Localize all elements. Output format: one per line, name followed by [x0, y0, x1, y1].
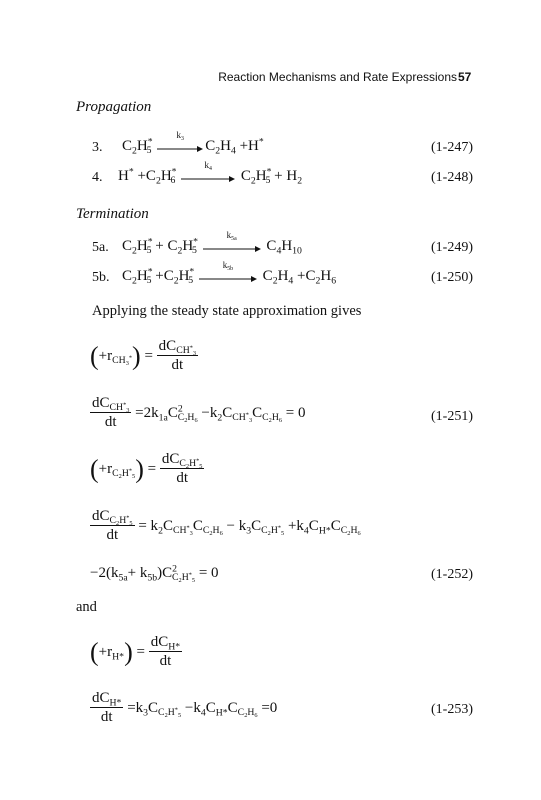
rate-definition-ch3: $(+r_{CH_3^*})$ = $\frac{dC_{CH^*_3}}{dt}$ — [90, 338, 197, 373]
rate-definition-c2h5: $(+r_{C_2H^*_5})$ = $\frac{dC_{C_2H^*_5}}{dt}$ — [90, 451, 203, 486]
equation-label-5b: 5b. — [92, 270, 110, 285]
steady-state-text: Applying the steady state approximation gives — [92, 303, 362, 319]
equation-number-1249: (1-249) — [431, 240, 473, 255]
equation-c2h5-balance: $\frac{dC_{C_2H^*_5}}{dt}$ = $k_2C_{CH^*_3}C_{C_2H_6} - k_3C_{C_2H^*_5} +k_4C_{H*}C_{C_2H_6}$ — [92, 508, 361, 543]
section-termination: Termination — [76, 206, 149, 222]
equation-label-4: 4. — [92, 170, 103, 185]
arrow-k3: $k_3$ — [157, 140, 203, 154]
page-number: 57 — [458, 70, 472, 84]
equation-label-3: 3. — [92, 140, 103, 155]
equation-number-1250: (1-250) — [431, 270, 473, 285]
arrow-k5a: $k_{5a}$ — [203, 240, 261, 254]
section-propagation: Propagation — [76, 99, 152, 115]
equation-number-1252: (1-252) — [431, 567, 473, 582]
arrow-k5b: $k_{5b}$ — [199, 270, 257, 284]
equation-number-1251: (1-251) — [431, 409, 473, 424]
equation-1252: $-2(k_{5a}+ k_{5b})C^2_{C_2H^*_5} = 0$ — [90, 563, 219, 585]
and-text: and — [76, 599, 97, 615]
equation-number-1247: (1-247) — [431, 140, 473, 155]
equation-label-5a: 5a. — [92, 240, 109, 255]
running-title: Reaction Mechanisms and Rate Expressions — [218, 70, 457, 84]
arrow-k4: $k_4$ — [181, 170, 235, 184]
equation-number-1248: (1-248) — [431, 170, 473, 185]
rate-definition-h: $(+r_{H*})$ = $\frac{dC_{H*}}{dt}$ — [90, 634, 181, 669]
equation-1247: $C_2H^*_5$ $k_3$ $C_2H_4 +H^*$ — [122, 129, 264, 157]
equation-1249: $C_2H^*_5 + C_2H^*_5$ $k_{5a}$ $C_4H_{10}$ — [122, 229, 302, 257]
equation-1253: $\frac{dC_{H*}}{dt}$ $=k_3C_{C_2H^*_5} -k_4C_{H*}C_{C_2H_6} =0$ — [92, 690, 278, 725]
equation-1248: $H^* +C_2H^*_6$ $k_4$ $C_2H^*_5 + H_2$ — [118, 159, 303, 187]
equation-1250: $C_2H^*_5 +C_2H^*_5$ $k_{5b}$ $C_2H_4 +C_2H_6$ — [122, 259, 337, 287]
equation-number-1253: (1-253) — [431, 702, 473, 717]
equation-1251: $\frac{dC_{CH^*_3}}{dt}$ $=2k_{1a}C^2_{C_2H_6} -k_2C_{CH^*_3}C_{C_2H_6} = 0$ — [92, 395, 306, 430]
